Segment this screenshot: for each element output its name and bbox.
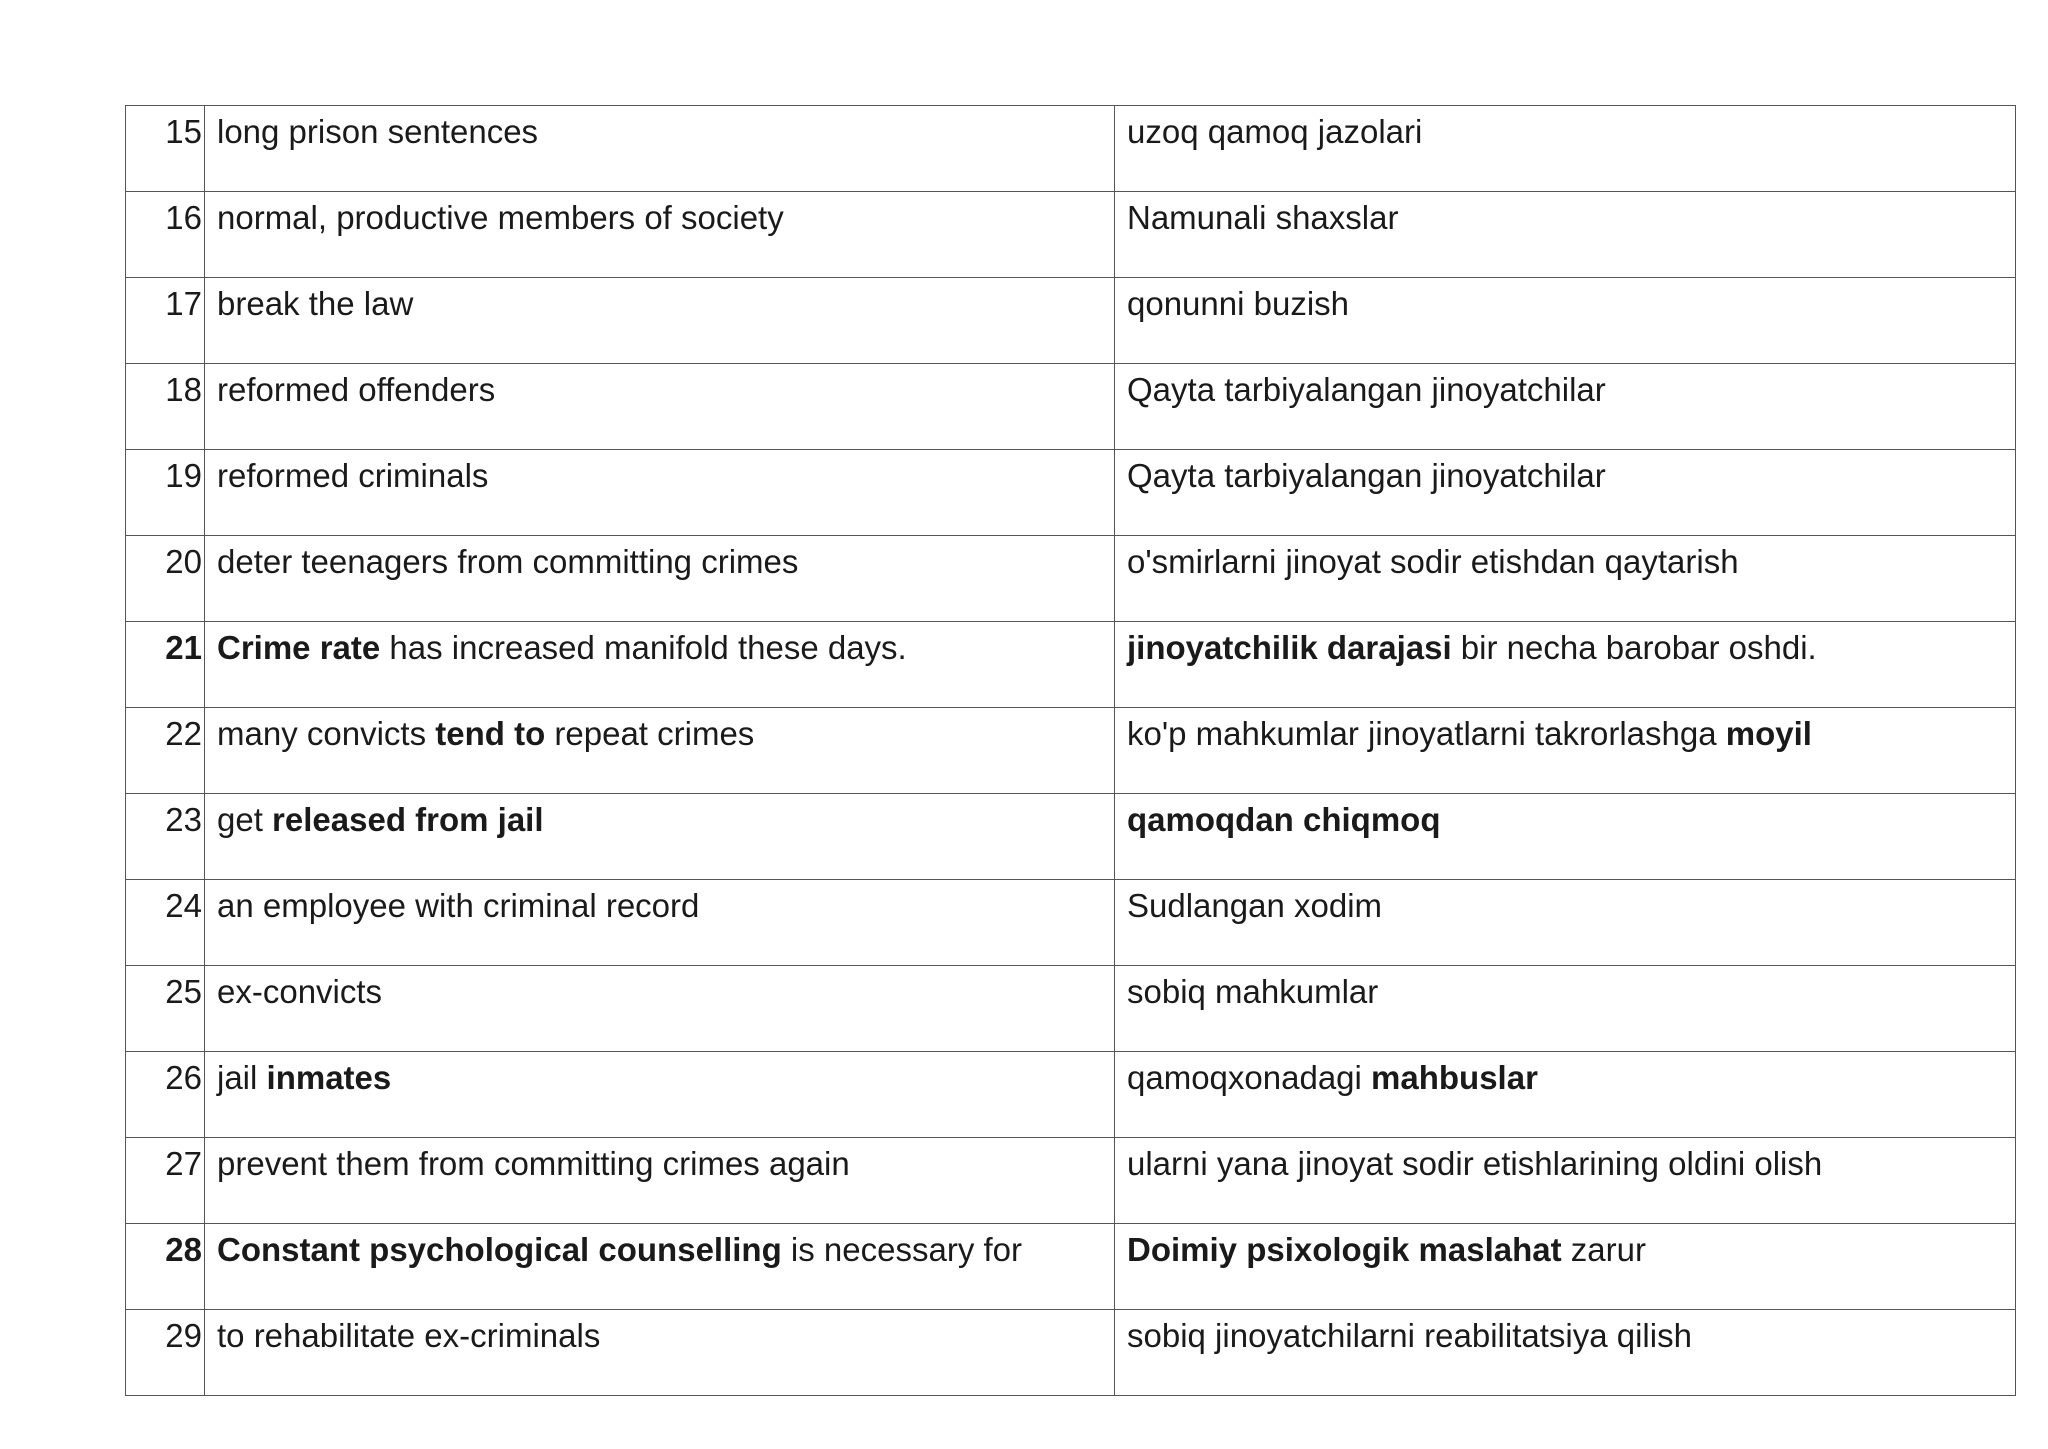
uzbek-translation-cell [1115, 1310, 2016, 1396]
text-segment: normal, productive members of society [217, 199, 784, 236]
text-segment: sobiq jinoyatchilarni reabilitatsiya qilish [1127, 1317, 1692, 1354]
table-row [126, 1224, 2016, 1310]
english-phrase-cell [205, 192, 1115, 278]
row-number: 16 [126, 192, 205, 278]
row-number: 27 [126, 1138, 205, 1224]
vocabulary-table-body [126, 106, 2016, 1396]
table-row [126, 794, 2016, 880]
text-segment: Sudlangan xodim [1127, 887, 1383, 924]
english-phrase-cell [205, 880, 1115, 966]
text-segment: ularni yana jinoyat sodir etishlarining oldini olish [1127, 1145, 1823, 1182]
row-number: 20 [126, 536, 205, 622]
bold-text-segment: moyil [1725, 715, 1812, 752]
row-number: 25 [126, 966, 205, 1052]
text-segment: prevent them from committing crimes again [217, 1145, 850, 1182]
bold-text-segment: Crime rate [217, 629, 381, 666]
uzbek-translation-cell [1115, 708, 2016, 794]
english-phrase-cell [205, 794, 1115, 880]
table-row [126, 1138, 2016, 1224]
row-number: 17 [126, 278, 205, 364]
english-phrase-cell [205, 1052, 1115, 1138]
bold-text-segment: qamoqdan chiqmoq [1127, 801, 1441, 838]
uzbek-translation-cell [1115, 1224, 2016, 1310]
table-row [126, 708, 2016, 794]
text-segment: to rehabilitate ex-criminals [217, 1317, 601, 1354]
row-number: 21 [126, 622, 205, 708]
english-phrase-cell [205, 536, 1115, 622]
text-segment: is necessary for [781, 1231, 1022, 1268]
table-row [126, 536, 2016, 622]
english-phrase-cell [205, 106, 1115, 192]
uzbek-translation-cell [1115, 794, 2016, 880]
row-number: 18 [126, 364, 205, 450]
uzbek-translation-cell [1115, 622, 2016, 708]
bold-text-segment: mahbuslar [1371, 1059, 1538, 1096]
row-number: 29 [126, 1310, 205, 1396]
text-segment: an employee with criminal record [217, 887, 700, 924]
text-segment: uzoq qamoq jazolari [1127, 113, 1423, 150]
text-segment: has increased manifold these days. [380, 629, 907, 666]
table-row [126, 278, 2016, 364]
english-phrase-cell [205, 1224, 1115, 1310]
text-segment: deter teenagers from committing crimes [217, 543, 799, 580]
text-segment: ex-convicts [217, 973, 383, 1010]
table-row [126, 966, 2016, 1052]
uzbek-translation-cell [1115, 364, 2016, 450]
english-phrase-cell [205, 278, 1115, 364]
bold-text-segment: inmates [266, 1059, 392, 1096]
table-row [126, 106, 2016, 192]
english-phrase-cell [205, 1138, 1115, 1224]
text-segment: get [217, 801, 273, 838]
bold-text-segment: Doimiy psixologik maslahat [1127, 1231, 1562, 1268]
text-segment: repeat crimes [545, 715, 755, 752]
table-row [126, 622, 2016, 708]
text-segment: Qayta tarbiyalangan jinoyatchilar [1127, 371, 1606, 408]
row-number: 23 [126, 794, 205, 880]
text-segment: reformed criminals [217, 457, 489, 494]
text-segment: bir necha barobar oshdi. [1451, 629, 1817, 666]
uzbek-translation-cell [1115, 106, 2016, 192]
text-segment: jail [217, 1059, 267, 1096]
english-phrase-cell [205, 1310, 1115, 1396]
text-segment: ko'p mahkumlar jinoyatlarni takrorlashga [1127, 715, 1726, 752]
bold-text-segment: Constant psychological counselling [217, 1231, 782, 1268]
row-number: 19 [126, 450, 205, 536]
uzbek-translation-cell [1115, 278, 2016, 364]
bold-text-segment: jinoyatchilik darajasi [1127, 629, 1452, 666]
table-row [126, 450, 2016, 536]
english-phrase-cell [205, 364, 1115, 450]
uzbek-translation-cell [1115, 192, 2016, 278]
english-phrase-cell [205, 450, 1115, 536]
text-segment: zarur [1561, 1231, 1646, 1268]
row-number: 28 [126, 1224, 205, 1310]
uzbek-translation-cell [1115, 880, 2016, 966]
uzbek-translation-cell [1115, 536, 2016, 622]
row-number: 24 [126, 880, 205, 966]
text-segment: break the law [217, 285, 414, 322]
english-phrase-cell [205, 708, 1115, 794]
text-segment: many convicts [217, 715, 436, 752]
uzbek-translation-cell [1115, 1052, 2016, 1138]
english-phrase-cell [205, 622, 1115, 708]
uzbek-translation-cell [1115, 450, 2016, 536]
text-segment: qamoqxonadagi [1127, 1059, 1372, 1096]
table-row [126, 1310, 2016, 1396]
bold-text-segment: released from jail [272, 801, 544, 838]
table-row [126, 192, 2016, 278]
text-segment: o'smirlarni jinoyat sodir etishdan qaytarish [1127, 543, 1739, 580]
uzbek-translation-cell [1115, 1138, 2016, 1224]
row-number: 22 [126, 708, 205, 794]
vocabulary-table [125, 105, 2016, 1396]
table-row [126, 880, 2016, 966]
row-number: 26 [126, 1052, 205, 1138]
table-row [126, 1052, 2016, 1138]
text-segment: Namunali shaxslar [1127, 199, 1399, 236]
row-number: 15 [126, 106, 205, 192]
table-row [126, 364, 2016, 450]
text-segment: long prison sentences [217, 113, 539, 150]
text-segment: qonunni buzish [1127, 285, 1350, 322]
uzbek-translation-cell [1115, 966, 2016, 1052]
text-segment: Qayta tarbiyalangan jinoyatchilar [1127, 457, 1606, 494]
bold-text-segment: tend to [435, 715, 546, 752]
text-segment: reformed offenders [217, 371, 496, 408]
text-segment: sobiq mahkumlar [1127, 973, 1379, 1010]
english-phrase-cell [205, 966, 1115, 1052]
